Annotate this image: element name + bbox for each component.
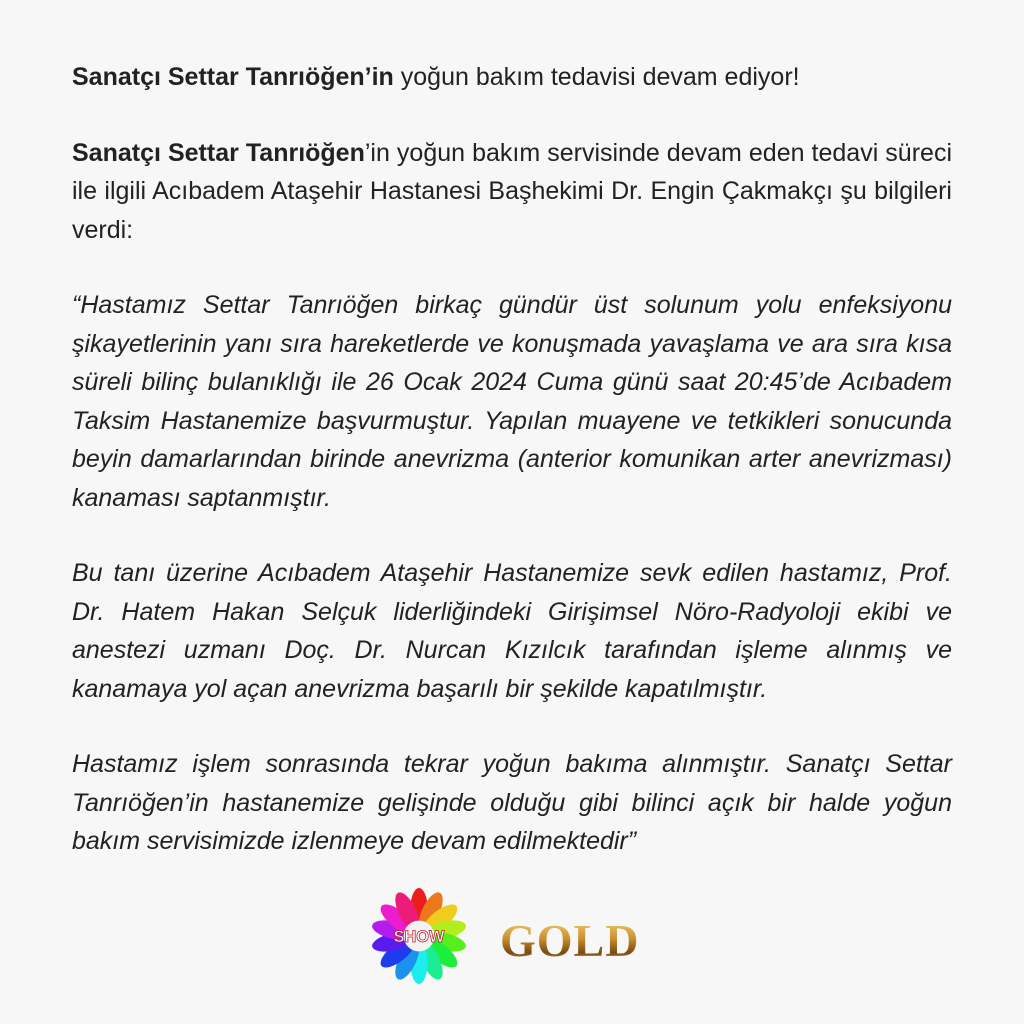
press-release	[72, 58, 952, 898]
headline-name: Sanatçı Settar Tanrıöğen’in	[72, 63, 394, 91]
intro-rest: ’in yoğun bakım servisinde devam eden tedavi süreci ile ilgili Acıbadem Ataşehir Hastanesi Başhekimi Dr. Engin Çakmakçı şu bilgileri verdi:	[72, 138, 952, 244]
logos	[0, 888, 1024, 988]
headline-rest: yoğun bakım tedavisi devam ediyor!	[393, 63, 800, 91]
gold-logo: GOLD	[500, 915, 640, 966]
quote-paragraph-2: Bu tanı üzerine Acıbadem Ataşehir Hastanemize sevk edilen hastamız, Prof. Dr. Hatem Hakan Selçuk liderliğindeki Girişimsel Nöro-Radyoloji ekibi ve anestezi uzmanı Doç. Dr. Nurcan Kızılcık tarafından işleme alınmış ve kanamaya yol açan anevrizma başarılı bir şekilde kapatılmıştır.	[72, 559, 952, 703]
show-tv-logo	[371, 888, 467, 984]
headline	[72, 58, 952, 97]
intro-name: Sanatçı Settar Tanrıöğen	[72, 138, 365, 167]
show-logo-text: SHOW	[393, 927, 445, 946]
quote-paragraph-3: Hastamız işlem sonrasında tekrar yoğun bakıma alınmıştır. Sanatçı Settar Tanrıöğen’in hastanemize gelişinde olduğu gibi bilinci açık bir halde yoğun bakım servisimizde izlenmeye devam edilmektedir”	[72, 750, 952, 855]
intro-paragraph	[72, 134, 952, 250]
quote-paragraph-1: “Hastamız Settar Tanrıöğen birkaç gündür üst solunum yolu enfeksiyonu şikayetlerinin yanı sıra hareketlerde ve konuşmada yavaşlama ve ara sıra kısa süreli bilinç bulanıklığı ile 26 Ocak 2024 Cuma günü saat 20:45’de Acıbadem Taksim Hastanemize başvurmuştur. Yapılan muayene ve tetkikleri sonucunda beyin damarlarından birinde anevrizma (anterior komunikan arter anevrizması) kanaması saptanmıştır.	[72, 291, 952, 512]
